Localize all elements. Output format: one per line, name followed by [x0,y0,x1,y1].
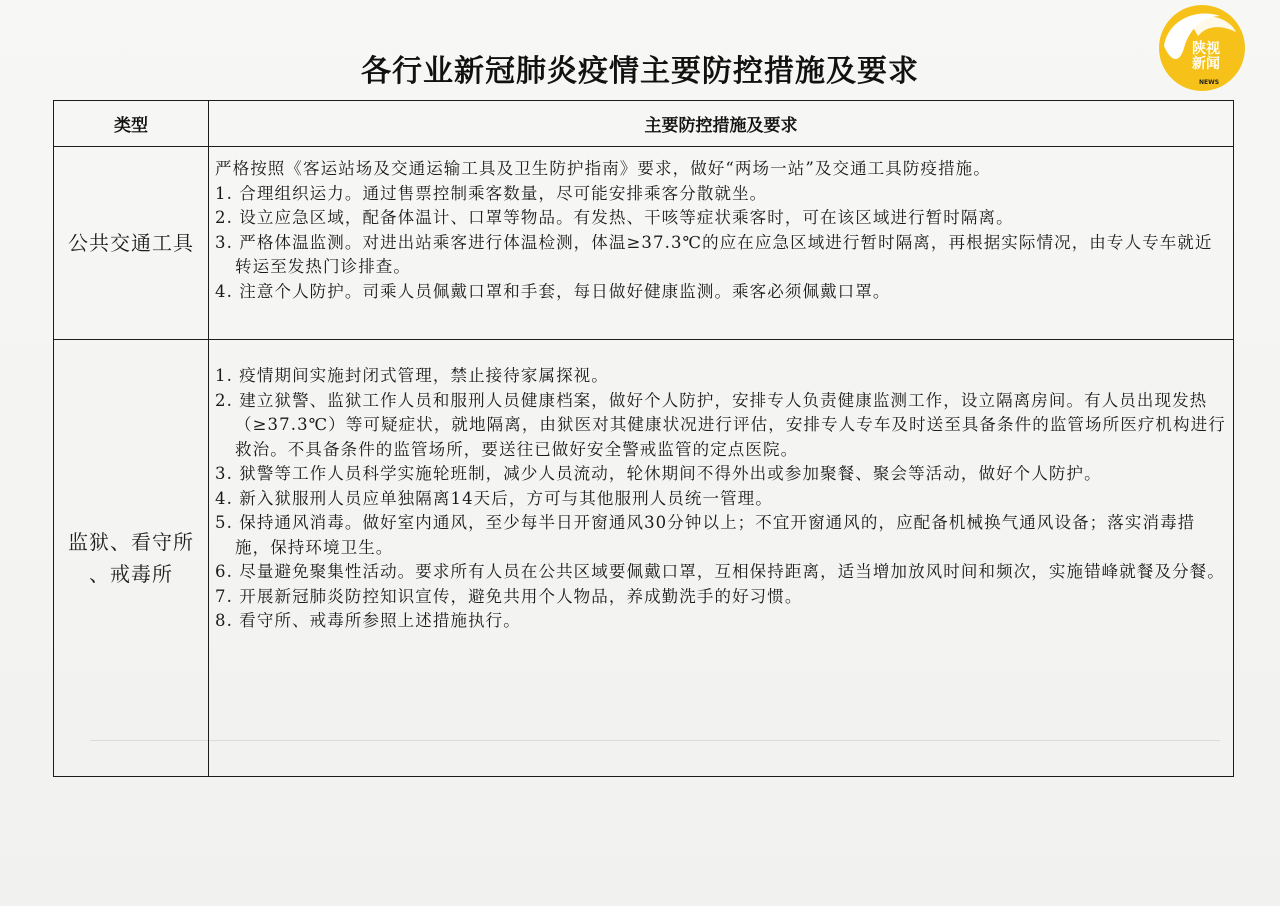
list-item: 4. 新入狱服刑人员应单独隔离14天后，方可与其他服刑人员统一管理。 [215,488,773,508]
content-cell-transport [209,147,1234,340]
logo-text [1192,42,1236,72]
list-item: 6. 尽量避免聚集性活动。要求所有人员在公共区域要佩戴口罩，互相保持距离，适当增加放风时间和频次，实施错峰就餐及分餐。 [215,562,1225,581]
type-prison-line1: 监狱、看守所 [68,530,194,554]
type-cell-prison [54,340,209,777]
table-header-row [54,101,1234,147]
list-item: 1. 疫情期间实施封闭式管理，禁止接待家属探视。 [215,366,609,385]
logo-line1: 陕视 [1192,41,1220,57]
table-row-transport [54,147,1234,340]
list-item: 3. 严格体温监测。对进出站乘客进行体温检测，体温≥37.3℃的应在应急区域进行暂时隔离，再根据实际情况，由专人专车就近转运至发热门诊排查。 [215,232,1213,276]
list-item: 1. 合理组织运力。通过售票控制乘客数量，尽可能安排乘客分散就坐。 [215,183,768,203]
bleed-through-shadow [90,740,1220,801]
prison-items [215,364,1227,634]
table-row-prison [54,340,1234,777]
logo-news-label: NEWS [1199,79,1220,86]
list-item: 2. 建立狱警、监狱工作人员和服刑人员健康档案，做好个人防护，安排专人负责健康监测工作，设立隔离房间。有人员出现发热（≥37.3℃）等可疑症状，就地隔离，由狱医对其健康状况进行评估，安排专人专车及时送至具备条件的监管场所医疗机构进行救治。不具备条件的监管场所，要送往已做好安全警戒监管的定点医院。 [215,390,1226,459]
list-item: 7. 开展新冠肺炎防控知识宣传，避免共用个人物品，养成勤洗手的好习惯。 [215,586,803,606]
logo-line2: 新闻 [1192,56,1220,72]
measures-table [53,100,1234,777]
page-title: 各行业新冠肺炎疫情主要防控措施及要求 [361,54,919,89]
transport-items [215,182,1227,305]
header-type: 类型 [54,101,209,147]
list-item: 4. 注意个人防护。司乘人员佩戴口罩和手套，每日做好健康监测。乘客必须佩戴口罩。 [215,281,891,301]
list-item: 2. 设立应急区域，配备体温计、口罩等物品。有发热、干咳等症状乘客时，可在该区域进行暂时隔离。 [215,208,1014,227]
type-prison-line2: 、戒毒所 [89,562,173,586]
content-cell-prison [209,340,1234,777]
list-item: 5. 保持通风消毒。做好室内通风，至少每半日开窗通风30分钟以上；不宜开窗通风的，应配备机械换气通风设备；落实消毒措施，保持环境卫生。 [215,513,1196,557]
type-cell-transport: 公共交通工具 [54,147,209,340]
header-measures: 主要防控措施及要求 [209,101,1234,147]
transport-intro: 严格按照《客运站场及交通运输工具及卫生防护指南》要求，做好“两场一站”及交通工具防疫措施。 [215,159,991,178]
list-item: 8. 看守所、戒毒所参照上述措施执行。 [215,611,521,630]
list-item: 3. 狱警等工作人员科学实施轮班制，减少人员流动，轮休期间不得外出或参加聚餐、聚会等活动，做好个人防护。 [215,464,1102,483]
